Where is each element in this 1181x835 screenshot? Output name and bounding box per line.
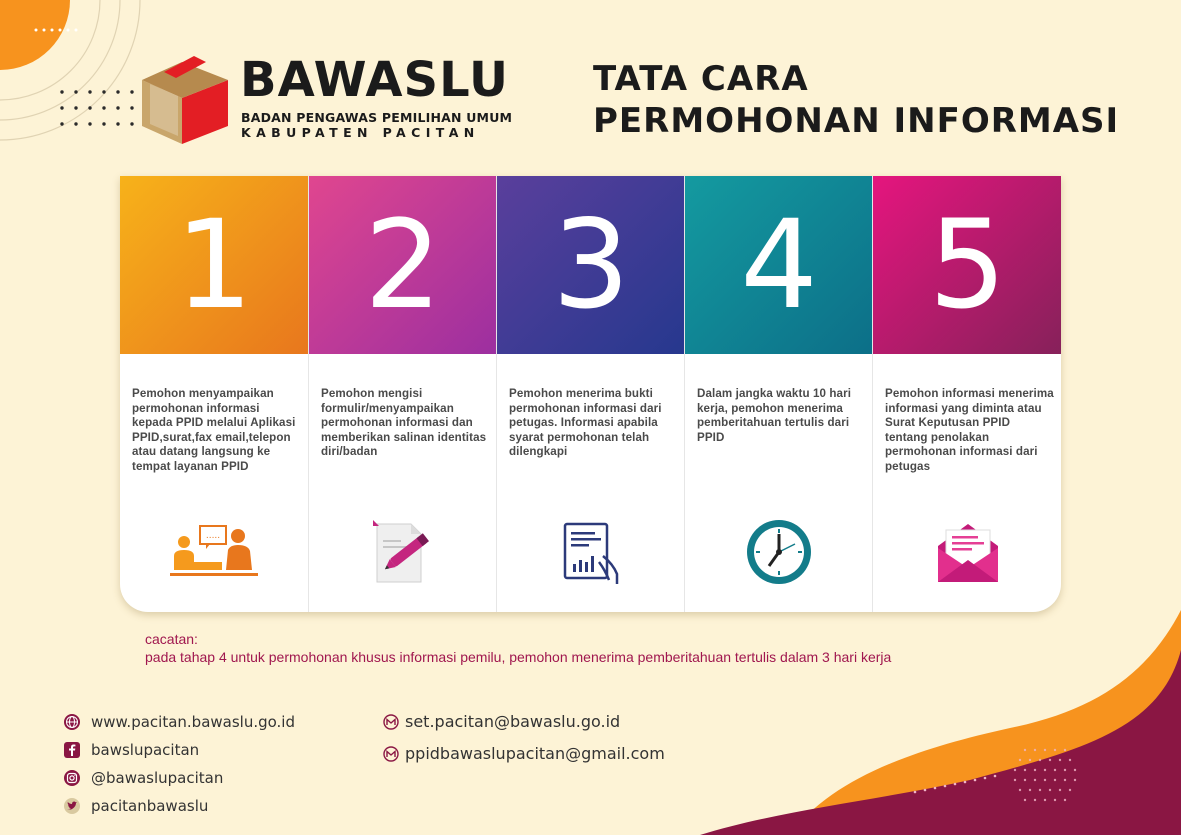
- step-1-header: [120, 176, 308, 354]
- step-3-header: [497, 176, 685, 354]
- step-5: [872, 176, 1061, 612]
- step-description: Pemohon mengisi formulir/menyampaikan permohonan informasi dan memberikan salinan identitas diri/badan: [321, 387, 487, 459]
- instagram-icon: [63, 769, 81, 787]
- pen-document-icon: [363, 518, 443, 586]
- step-number: 2: [364, 194, 442, 336]
- step-description: Dalam jangka waktu 10 hari kerja, pemohon menerima pemberitahuan tertulis dari PPID: [697, 387, 852, 444]
- facebook-contact[interactable]: [63, 741, 199, 759]
- website-contact[interactable]: [63, 713, 295, 731]
- email-2-text[interactable]: ppidbawaslupacitan@gmail.com: [405, 744, 665, 763]
- report-document-icon: [551, 518, 631, 586]
- step-number: 1: [175, 194, 253, 336]
- email-contact-1[interactable]: [383, 712, 620, 731]
- step-2-header: [309, 176, 497, 354]
- step-3: [496, 176, 685, 612]
- steps-panel: [120, 176, 1061, 612]
- step-1: [120, 176, 308, 612]
- note: [145, 630, 891, 666]
- envelope-letter-icon: [928, 518, 1008, 586]
- top-left-decoration: [0, 0, 160, 160]
- logo-subtitle: BADAN PENGAWAS PEMILIHAN UMUM: [241, 110, 513, 125]
- instagram-contact[interactable]: [63, 769, 223, 787]
- globe-icon: [63, 713, 81, 731]
- note-label: cacatan:: [145, 631, 198, 647]
- step-description: Pemohon informasi menerima informasi yang diminta atau Surat Keputusan PPID tentang penolakan permohonan informasi dari petugas: [885, 387, 1054, 473]
- twitter-icon: [63, 797, 81, 815]
- title-line-2: PERMOHONAN INFORMASI: [593, 101, 1120, 141]
- step-number: 3: [552, 194, 630, 336]
- step-2: [308, 176, 497, 612]
- svg-text:.....: .....: [205, 531, 221, 541]
- note-text: pada tahap 4 untuk permohonan khusus informasi pemilu, pemohon menerima pemberitahuan tertulis dalam 3 hari kerja: [145, 649, 892, 665]
- step-4-header: [685, 176, 873, 354]
- logo-name: BAWASLU: [240, 52, 509, 108]
- bawaslu-logo: [142, 52, 513, 147]
- twitter-contact[interactable]: [63, 797, 208, 815]
- twitter-text[interactable]: pacitanbawaslu: [91, 797, 209, 815]
- step-5-header: [873, 176, 1061, 354]
- mail-icon: [383, 714, 399, 730]
- step-description: Pemohon menerima bukti permohonan informasi dari petugas. Informasi apabila syarat permohonan telah dilengkapi: [509, 387, 662, 459]
- email-contact-2[interactable]: [383, 744, 665, 763]
- email-1-text[interactable]: set.pacitan@bawaslu.go.id: [405, 712, 621, 731]
- facebook-text[interactable]: bawslupacitan: [91, 741, 200, 759]
- step-number: 4: [740, 194, 818, 336]
- step-number: 5: [928, 194, 1007, 336]
- ballot-box-logo-icon: [142, 52, 228, 144]
- people-talking-icon: [166, 518, 262, 582]
- instagram-text[interactable]: @bawaslupacitan: [91, 769, 224, 787]
- website-text[interactable]: www.pacitan.bawaslu.go.id: [91, 713, 295, 731]
- clock-icon: [739, 518, 819, 586]
- title-line-1: TATA CARA: [593, 59, 809, 99]
- logo-region: KABUPATEN PACITAN: [241, 125, 480, 140]
- mail-icon: [383, 746, 399, 762]
- step-4: [684, 176, 873, 612]
- step-description: Pemohon menyampaikan permohonan informasi kepada PPID melalui Aplikasi PPID,surat,fax email,telepon atau datang langsung ke tempat layanan PPID: [132, 387, 296, 473]
- facebook-icon: [63, 741, 81, 759]
- page-title: [593, 58, 1119, 142]
